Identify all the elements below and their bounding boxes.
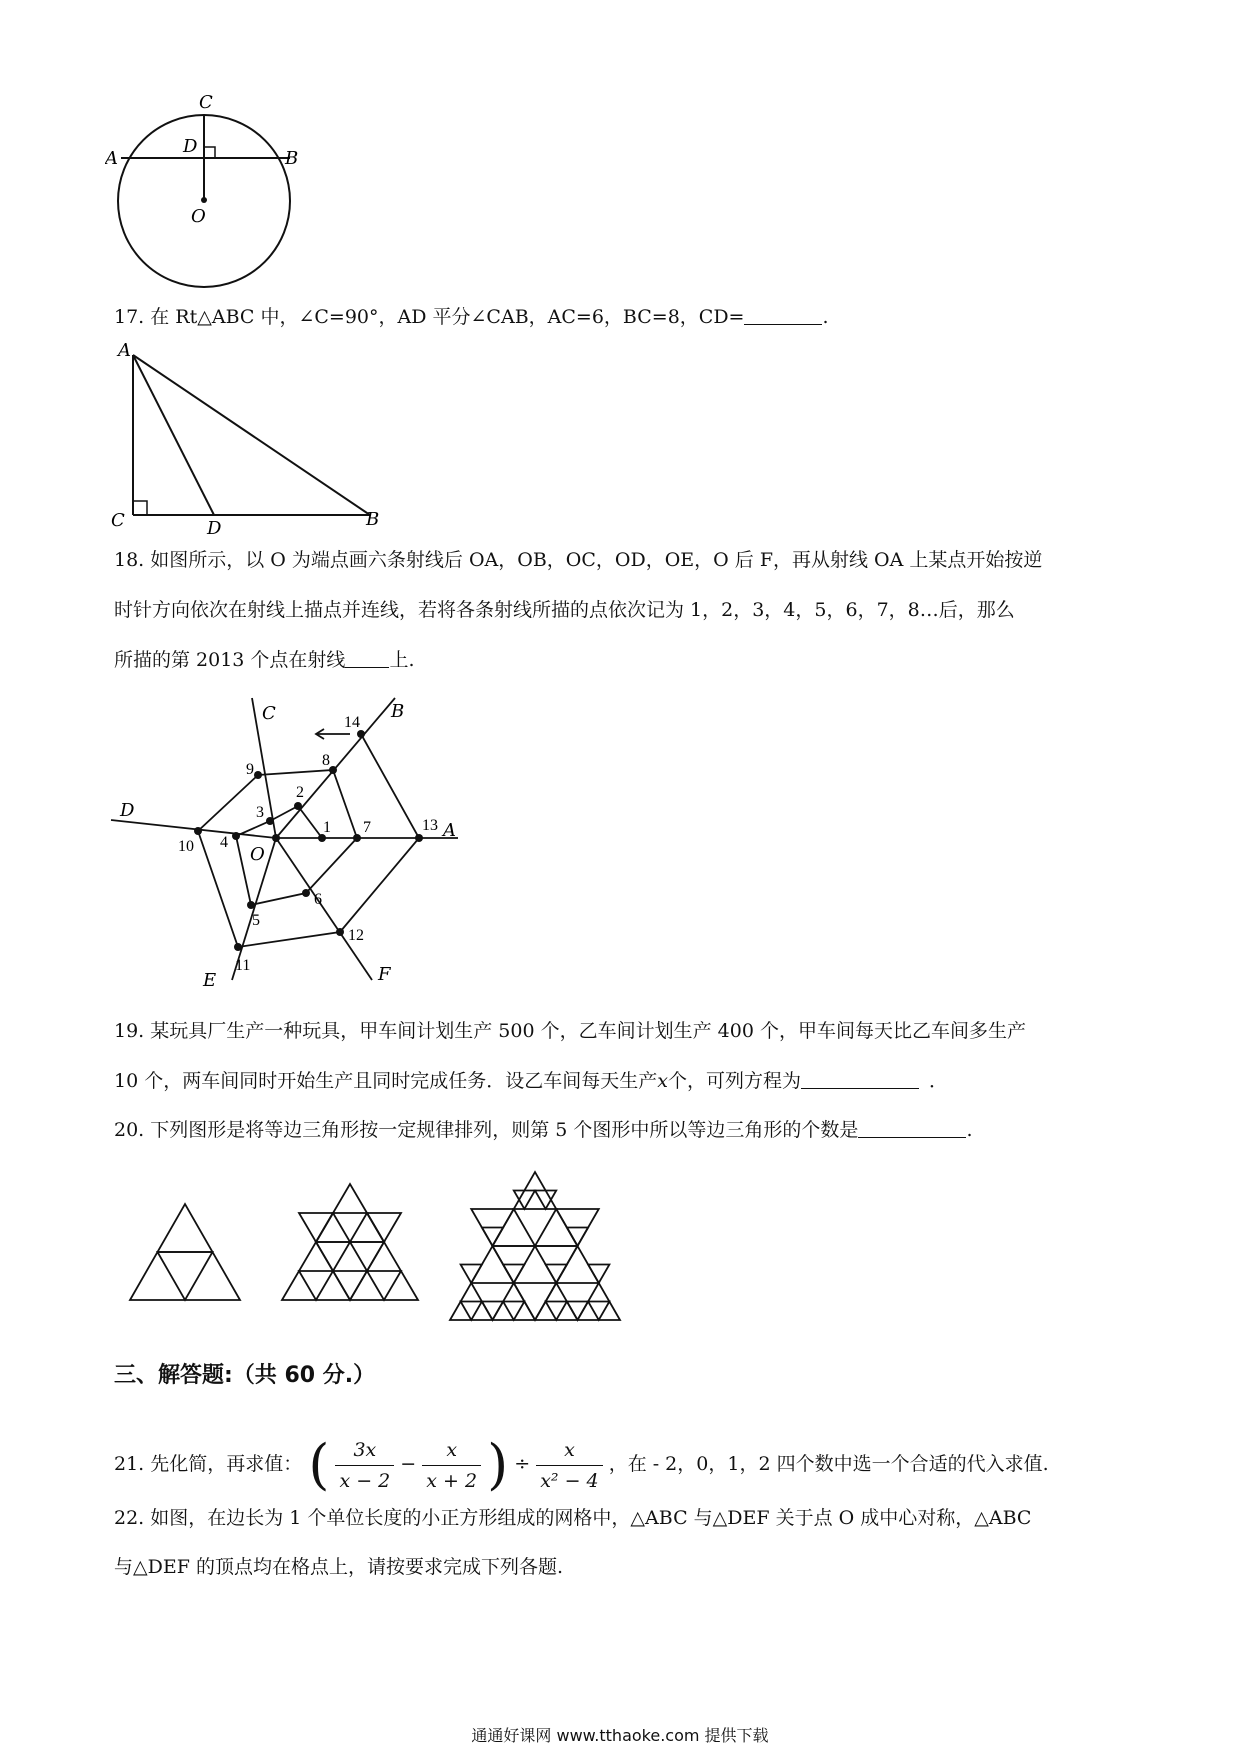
label-d: D bbox=[207, 518, 222, 538]
side-ab bbox=[133, 355, 370, 515]
q21-f2-numerator: x bbox=[422, 1435, 481, 1466]
q18-answer-blank[interactable] bbox=[345, 649, 389, 668]
point-9 bbox=[254, 771, 262, 779]
label-ray-f: F bbox=[378, 964, 391, 985]
q21-fraction-1 bbox=[335, 1435, 394, 1496]
q21-fraction-3 bbox=[536, 1435, 602, 1496]
point-o bbox=[272, 834, 280, 842]
label-c: C bbox=[199, 92, 213, 113]
q21-f3-denominator: x² − 4 bbox=[540, 1469, 599, 1492]
question-17 bbox=[114, 303, 829, 331]
question-19-line-1: 19. 某玩具厂生产一种玩具，甲车间计划生产 500 个，乙车间计划生产 400 个，甲车间每天比乙车间多生产 bbox=[114, 1020, 1026, 1042]
q21-right-paren: ) bbox=[487, 1433, 509, 1496]
q20-end: . bbox=[966, 1119, 973, 1141]
ray-of bbox=[276, 838, 372, 980]
label-point-12: 12 bbox=[348, 927, 364, 944]
point-8 bbox=[329, 766, 337, 774]
q19-end: ． bbox=[928, 1070, 948, 1092]
label-b: B bbox=[285, 148, 299, 169]
center-dot bbox=[201, 197, 207, 203]
point-6 bbox=[302, 889, 310, 897]
q21-fraction-2 bbox=[422, 1435, 481, 1496]
point-5 bbox=[247, 901, 255, 909]
point-12 bbox=[336, 928, 344, 936]
q20-answer-blank[interactable] bbox=[858, 1119, 966, 1138]
label-a: A bbox=[118, 340, 131, 361]
q21-minus: − bbox=[400, 1453, 417, 1475]
label-ray-c: C bbox=[262, 703, 276, 724]
point-2 bbox=[294, 802, 302, 810]
label-ray-b: B bbox=[391, 701, 405, 722]
label-d: D bbox=[183, 136, 198, 157]
label-point-10: 10 bbox=[178, 838, 194, 855]
label-ray-d: D bbox=[120, 800, 135, 821]
label-o: O bbox=[191, 206, 206, 227]
q17-text: 17. 在 Rt△ABC 中，∠C=90°，AD 平分∠CAB，AC=6，BC=8，CD= bbox=[114, 306, 745, 328]
label-point-1: 1 bbox=[323, 819, 331, 836]
figure-20-triangles bbox=[120, 1170, 640, 1340]
label-point-6: 6 bbox=[314, 891, 322, 908]
label-point-13: 13 bbox=[422, 817, 438, 834]
q20-text: 20. 下列图形是将等边三角形按一定规律排列，则第 5 个图形中所以等边三角形的个数是 bbox=[114, 1119, 859, 1141]
right-angle-mark bbox=[204, 147, 215, 158]
triangle-figure-2 bbox=[282, 1184, 418, 1300]
point-3 bbox=[266, 817, 274, 825]
label-o: O bbox=[250, 844, 265, 865]
triangle-figure-1 bbox=[130, 1204, 240, 1300]
label-point-9: 9 bbox=[246, 761, 254, 778]
label-ray-a: A bbox=[443, 820, 456, 841]
figure-18-rays bbox=[108, 690, 468, 1010]
question-18-line-2: 时针方向依次在射线上描点并连线，若将各条射线所描的点依次记为 1，2，3，4，5，6，7，8…后，那么 bbox=[114, 599, 1015, 621]
question-22-line-2: 与△DEF 的顶点均在格点上，请按要求完成下列各题. bbox=[114, 1556, 563, 1578]
question-19-line-2 bbox=[114, 1067, 948, 1095]
point-4 bbox=[232, 832, 240, 840]
q21-f1-numerator: 3x bbox=[335, 1435, 394, 1466]
label-point-7: 7 bbox=[363, 819, 371, 836]
question-21 bbox=[114, 1424, 1049, 1504]
q21-f2-denominator: x + 2 bbox=[426, 1469, 478, 1492]
q21-prefix: 21. 先化简，再求值： bbox=[114, 1453, 303, 1475]
label-ray-e: E bbox=[203, 970, 217, 991]
question-22-line-1: 22. 如图，在边长为 1 个单位长度的小正方形组成的网格中，△ABC 与△DEF 关于点 O 成中心对称，△ABC bbox=[114, 1507, 1032, 1529]
q17-end: . bbox=[822, 306, 829, 328]
q19-text-a: 10 个，两车间同时开始生产且同时完成任务．设乙车间每天生产 bbox=[114, 1070, 658, 1092]
q19-answer-blank[interactable] bbox=[801, 1070, 919, 1089]
q17-answer-blank[interactable] bbox=[744, 306, 822, 325]
q19-text-b: 个，可列方程为 bbox=[667, 1070, 801, 1092]
q21-suffix: ，在 - 2，0，1，2 四个数中选一个合适的代入求值. bbox=[608, 1453, 1049, 1475]
label-point-3: 3 bbox=[256, 804, 264, 821]
label-point-5: 5 bbox=[252, 912, 260, 929]
point-13 bbox=[415, 834, 423, 842]
label-point-8: 8 bbox=[322, 752, 330, 769]
label-point-11: 11 bbox=[235, 957, 251, 974]
q21-divide: ÷ bbox=[514, 1453, 531, 1475]
question-18-line-1: 18. 如图所示，以 O 为端点画六条射线后 OA，OB，OC，OD，OE，O 后 F，再从射线 OA 上某点开始按逆 bbox=[114, 549, 1043, 571]
footer-watermark: 通通好课网 www.tthaoke.com 提供下载 bbox=[471, 1726, 769, 1745]
label-point-2: 2 bbox=[296, 784, 304, 801]
q21-left-paren: ( bbox=[308, 1433, 330, 1496]
label-b: B bbox=[366, 509, 380, 530]
q21-f1-denominator: x − 2 bbox=[339, 1469, 391, 1492]
q21-f3-numerator: x bbox=[536, 1435, 602, 1466]
question-18-line-3 bbox=[114, 646, 414, 674]
point-14 bbox=[357, 730, 365, 738]
label-c: C bbox=[111, 510, 125, 531]
question-20 bbox=[114, 1116, 972, 1144]
label-a: A bbox=[105, 148, 118, 169]
bisector-ad bbox=[133, 355, 214, 515]
point-10 bbox=[194, 827, 202, 835]
figure-17-triangle bbox=[108, 338, 398, 538]
triangle-figure-3 bbox=[450, 1172, 620, 1320]
q18-text: 所描的第 2013 个点在射线 bbox=[114, 649, 346, 671]
label-point-14: 14 bbox=[344, 714, 360, 731]
q18-end: 上. bbox=[389, 649, 415, 671]
q19-variable: x bbox=[657, 1070, 668, 1092]
figure-16-circle bbox=[105, 90, 305, 290]
point-11 bbox=[234, 943, 242, 951]
label-point-4: 4 bbox=[220, 834, 228, 851]
right-angle-mark bbox=[133, 501, 147, 515]
spiral-path bbox=[198, 734, 419, 947]
section-3-title: 三、解答题:（共 60 分.） bbox=[114, 1363, 376, 1388]
point-7 bbox=[353, 834, 361, 842]
